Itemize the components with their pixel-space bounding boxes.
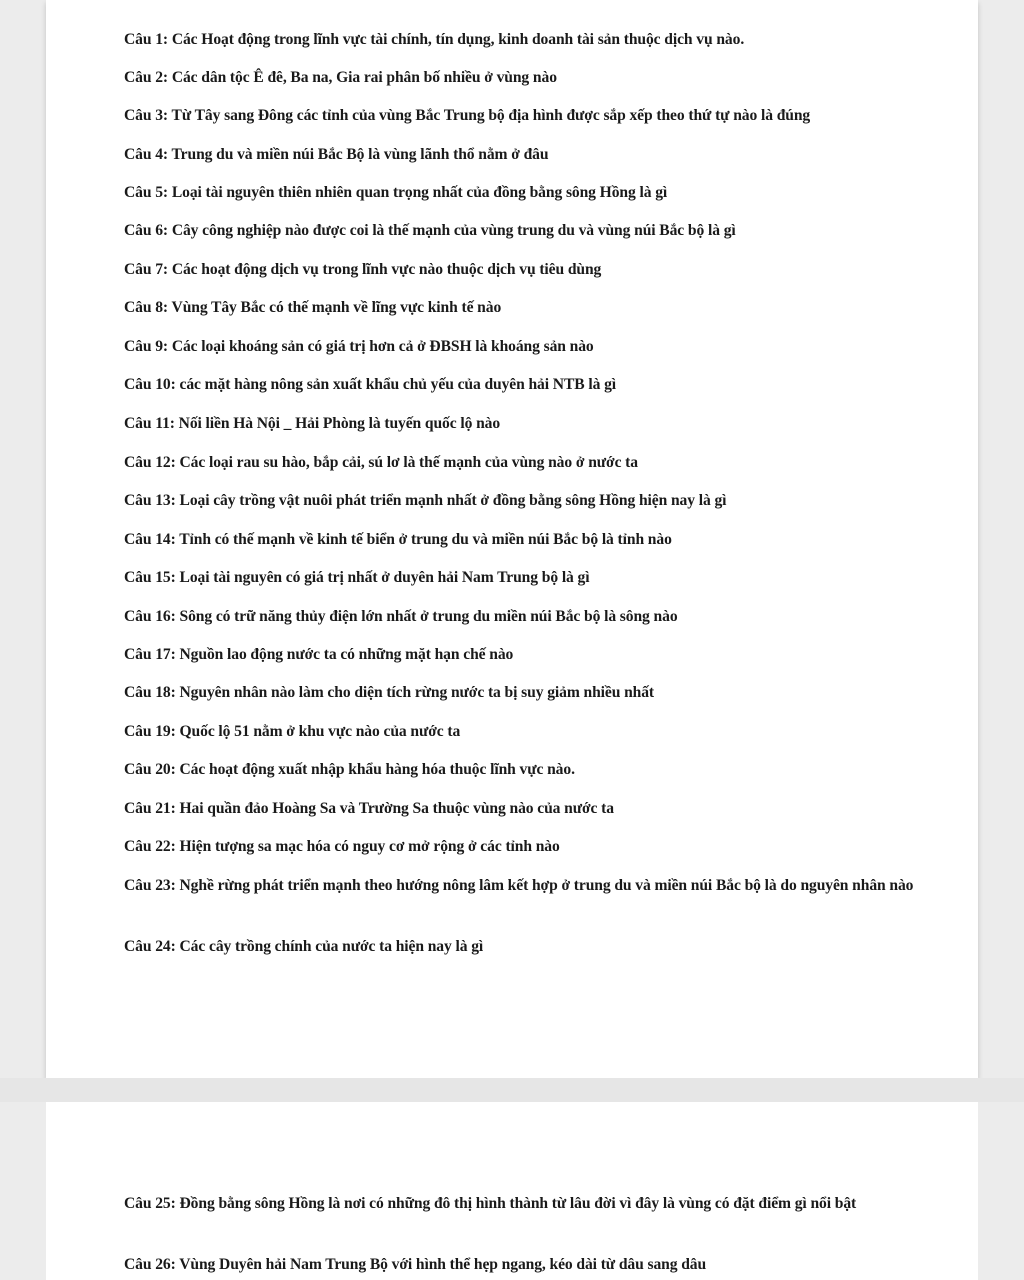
question-18: Câu 18: Nguyên nhân nào làm cho diện tích rừng nước ta bị suy giảm nhiều nhất bbox=[124, 684, 655, 701]
question-11: Câu 11: Nối liền Hà Nội _ Hải Phòng là tuyến quốc lộ nào bbox=[124, 415, 501, 432]
question-14: Câu 14: Tỉnh có thế mạnh về kinh tế biển ở trung du và miền núi Bắc bộ là tỉnh nào bbox=[124, 531, 672, 548]
question-25: Câu 25: Đồng bằng sông Hồng là nơi có những đô thị hình thành từ lâu đời vì đây là vùng có đặt điểm gì nổi bật bbox=[124, 1195, 857, 1212]
question-24: Câu 24: Các cây trồng chính của nước ta hiện nay là gì bbox=[124, 938, 484, 955]
question-23: Câu 23: Nghề rừng phát triển mạnh theo hướng nông lâm kết hợp ở trung du và miền núi Bắc bộ là do nguyên nhân nào bbox=[124, 877, 914, 894]
question-2: Câu 2: Các dân tộc Ê đê, Ba na, Gia rai phân bố nhiều ở vùng nào bbox=[124, 69, 557, 86]
page-separator bbox=[0, 1078, 1024, 1102]
question-6: Câu 6: Cây công nghiệp nào được coi là thế mạnh của vùng trung du và vùng núi Bắc bộ là gì bbox=[124, 222, 736, 239]
question-15: Câu 15: Loại tài nguyên có giá trị nhất ở duyên hải Nam Trung bộ là gì bbox=[124, 569, 590, 586]
question-19: Câu 19: Quốc lộ 51 nằm ở khu vực nào của nước ta bbox=[124, 723, 461, 740]
question-8: Câu 8: Vùng Tây Bắc có thế mạnh về lĩng vực kinh tế nào bbox=[124, 299, 502, 316]
question-4: Câu 4: Trung du và miền núi Bắc Bộ là vùng lãnh thổ nằm ở đâu bbox=[124, 146, 549, 163]
question-16: Câu 16: Sông có trữ năng thủy điện lớn nhất ở trung du miền núi Bắc bộ là sông nào bbox=[124, 608, 678, 625]
question-20: Câu 20: Các hoạt động xuất nhập khẩu hàng hóa thuộc lĩnh vực nào. bbox=[124, 761, 575, 778]
question-7: Câu 7: Các hoạt động dịch vụ trong lĩnh vực nào thuộc dịch vụ tiêu dùng bbox=[124, 261, 602, 278]
question-13: Câu 13: Loại cây trồng vật nuôi phát triển mạnh nhất ở đồng bằng sông Hồng hiện nay là gì bbox=[124, 492, 727, 509]
question-26: Câu 26: Vùng Duyên hải Nam Trung Bộ với hình thể hẹp ngang, kéo dài từ dâu sang dâu bbox=[124, 1256, 707, 1273]
question-21: Câu 21: Hai quần đảo Hoàng Sa và Trường Sa thuộc vùng nào của nước ta bbox=[124, 800, 614, 817]
question-9: Câu 9: Các loại khoáng sản có giá trị hơn cả ở ĐBSH là khoáng sản nào bbox=[124, 338, 594, 355]
question-5: Câu 5: Loại tài nguyên thiên nhiên quan trọng nhất của đồng bằng sông Hồng là gì bbox=[124, 184, 668, 201]
question-22: Câu 22: Hiện tượng sa mạc hóa có nguy cơ mở rộng ở các tỉnh nào bbox=[124, 838, 560, 855]
document-page-2 bbox=[46, 1102, 978, 1280]
question-12: Câu 12: Các loại rau su hào, bắp cải, sú lơ là thế mạnh của vùng nào ở nước ta bbox=[124, 454, 638, 471]
question-1: Câu 1: Các Hoạt động trong lĩnh vực tài chính, tín dụng, kinh doanh tài sản thuộc dịch vụ nào. bbox=[124, 31, 745, 48]
question-10: Câu 10: các mặt hàng nông sản xuất khẩu chủ yếu của duyên hải NTB là gì bbox=[124, 376, 617, 393]
question-17: Câu 17: Nguồn lao động nước ta có những mặt hạn chế nào bbox=[124, 646, 514, 663]
document-page-1 bbox=[46, 0, 978, 1078]
question-3: Câu 3: Từ Tây sang Đông các tỉnh của vùng Bắc Trung bộ địa hình được sắp xếp theo thứ tự nào là đúng bbox=[124, 107, 811, 124]
